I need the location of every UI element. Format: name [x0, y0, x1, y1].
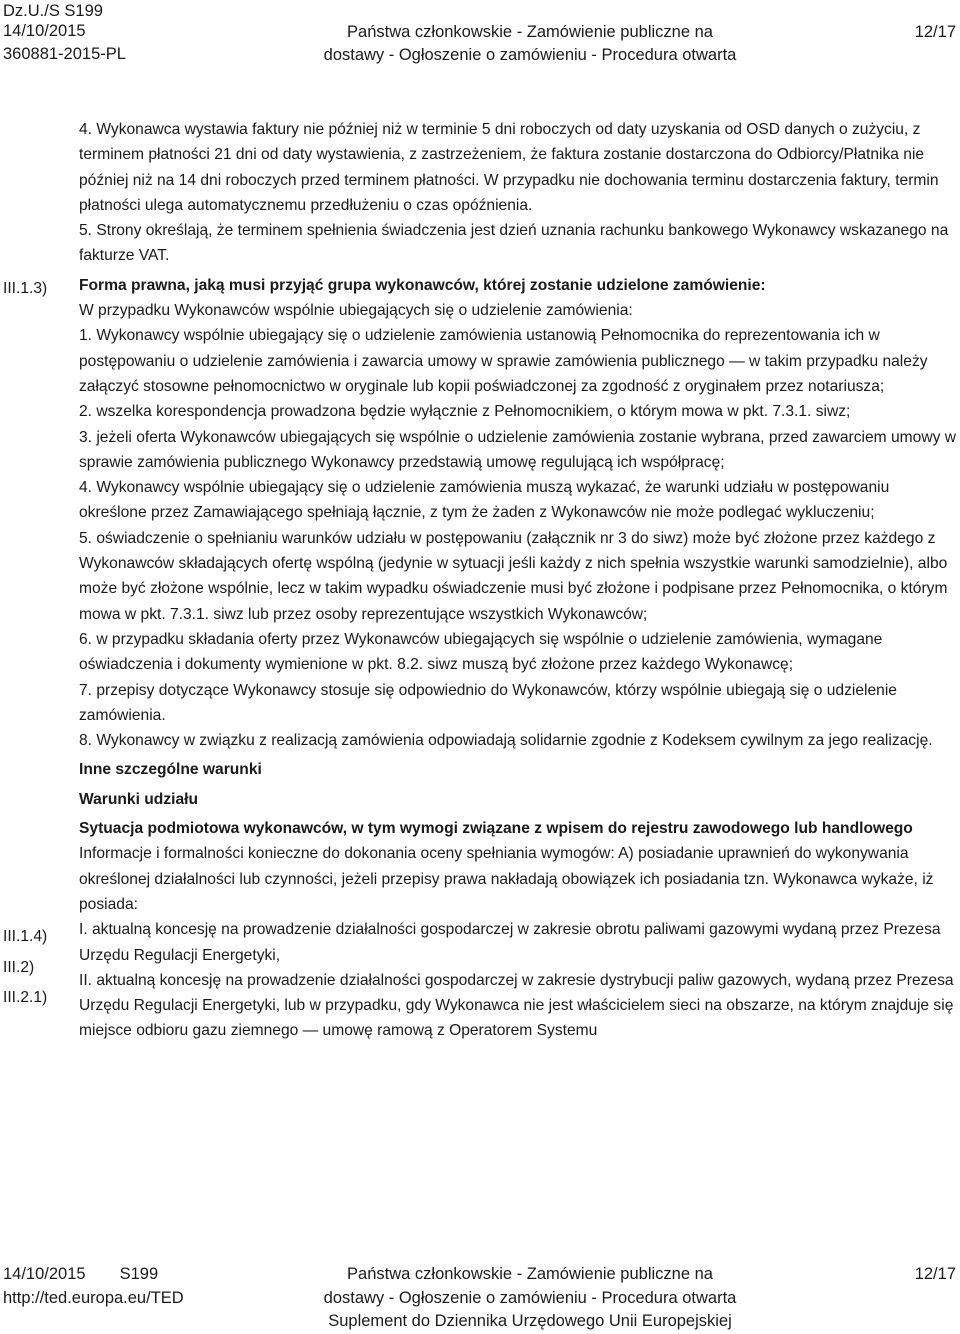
list-item: I. aktualną koncesję na prowadzenie działalności gospodarczej w zakresie obrotu paliwami gazowymi wydaną przez Prezesa Urzędu Regulacji Energetyki, — [79, 921, 941, 964]
footer-title-line-2: dostawy - Ogłoszenie o zamówieniu - Procedura otwarta — [323, 1288, 737, 1307]
list-item: 7. przepisy dotyczące Wykonawcy stosuje się odpowiednio do Wykonawców, którzy wspólnie ubiegają się o udzielenie zamówienia. — [79, 681, 897, 724]
list-item: 8. Wykonawcy w związku z realizacją zamówienia odpowiadają solidarnie zgodnie z Kodeksem cywilnym za jego realizację. — [79, 732, 933, 750]
paragraph-payment-date: 5. Strony określają, że terminem spełnienia świadczenia jest dzień uznania rachunku bankowego Wykonawcy wskazanego na fakturze VAT. — [79, 222, 949, 265]
header-meta — [3, 0, 126, 65]
list-item: 4. Wykonawcy wspólnie ubiegający się o udzielenie zamówienia muszą wykazać, że warunki udziału w postępowaniu określone przez Zamawiającego spełniają łącznie, z tym że żaden z Wykonawców nie może podlegać wykluczeniu; — [79, 479, 890, 522]
document-body — [79, 117, 957, 1044]
list-item: 6. w przypadku składania oferty przez Wykonawców ubiegających się wspólnie o udzielenie zamówienia, wymagane oświadczenia i dokumenty wymienione w pkt. 8.2. siwz muszą być złożone przez każdego Wykonawcę; — [79, 630, 883, 674]
section-title-participation-conditions: Warunki udziału — [79, 790, 198, 808]
header-title — [270, 21, 790, 66]
header-page-number: 12/17 — [914, 23, 956, 41]
footer-supplement: Suplement do Dziennika Urzędowego Unii Europejskiej — [328, 1312, 732, 1330]
section-label-iii-1-3: III.1.3) — [3, 280, 48, 297]
footer-meta — [3, 1263, 184, 1310]
footer-title-line-1: Państwa członkowskie - Zamówienie publiczne na — [347, 1265, 713, 1283]
header-notice-number: 360881-2015-PL — [3, 44, 126, 63]
section-title-legal-form: Forma prawna, jaką musi przyjąć grupa wykonawców, której zostanie udzielone zamówienie: — [79, 276, 766, 294]
footer-page-number: 12/17 — [914, 1265, 956, 1283]
header-journal-ref: Dz.U./S S199 — [3, 2, 103, 20]
list-item: 5. oświadczenie o spełnianiu warunków udziału w postępowaniu (załącznik nr 3 do siwz) może być złożone przez każdego z Wykonawców składających ofertę wspólną (jedynie w sytuacji jeśli każdy z nich spełnia wszystkie warunki samodzielnie), albo może być złożone wspólnie, lecz w takim wypadku oświadczenie musi być złożone i podpisane przez Pełnomocnika, o którym mowa w pkt. 7.3.1. siwz lub przez osoby reprezentujące wszystkich Wykonawców; — [79, 529, 948, 623]
list-item: 2. wszelka korespondencja prowadzona będzie wyłącznie z Pełnomocnikiem, o którym mowa w pkt. 7.3.1. siwz; — [79, 403, 851, 421]
section-title-other-conditions: Inne szczególne warunki — [79, 761, 262, 779]
header-date: 14/10/2015 — [3, 22, 86, 40]
footer-issue: S199 — [119, 1265, 159, 1283]
list-item: 1. Wykonawcy wspólnie ubiegający się o udzielenie zamówienia ustanowią Pełnomocnika do reprezentowania ich w postępowaniu o udzielenie zamówienia i zawarcia umowy w sprawie zamówienia publicznego — w takim przypadku należy załączyć stosowne pełnomocnictwo w oryginale lub kopii poświadczonej za zgodność z oryginałem przez notariusza; — [79, 327, 928, 395]
paragraph-invoicing: 4. Wykonawca wystawia faktury nie później niż w terminie 5 dni roboczych od daty uzyskania od OSD danych o zużyciu, z terminem płatności 21 dni od daty wystawienia, z zastrzeżeniem, że faktura zostanie dostarczona do Odbiorcy/Płatnika nie później niż na 14 dni roboczych przed terminem płatności. W przypadku nie dochowania terminu dostarczenia faktury, termin płatności ulega automatycznemu przedłużeniu o czas opóźnienia. — [79, 121, 939, 214]
section-intro-personal-situation: Informacje i formalności konieczne do dokonania oceny spełniania wymogów: A) posiadanie uprawnień do wykonywania określonej działalności lub czynności, jeżeli przepisy prawa nakładają obowiązek ich posiadania tzn. Wykonawca wykaże, iż posiada: — [79, 845, 934, 913]
footer-url-link[interactable]: http://ted.europa.eu/TED — [3, 1288, 184, 1307]
header-title-line-2: dostawy - Ogłoszenie o zamówieniu - Procedura otwarta — [323, 45, 737, 64]
section-label-iii-2: III.2) — [3, 959, 35, 976]
section-label-iii-2-1: III.2.1) — [3, 989, 48, 1006]
footer-title — [270, 1263, 790, 1334]
page-footer — [0, 1263, 960, 1334]
list-item: 3. jeżeli oferta Wykonawców ubiegających się wspólnie o udzielenie zamówienia zostanie wybrana, przed zawarciem umowy w sprawie zamówienia publicznego Wykonawcy przedstawią umowę regulującą ich współpracę; — [79, 428, 956, 471]
section-intro-legal-form: W przypadku Wykonawców wspólnie ubiegających się o udzielenie zamówienia: — [79, 302, 633, 320]
footer-date-issue — [3, 1263, 184, 1287]
footer-date: 14/10/2015 — [3, 1265, 86, 1283]
header-title-line-1: Państwa członkowskie - Zamówienie publiczne na — [347, 23, 713, 41]
page-header — [0, 0, 960, 80]
list-item: II. aktualną koncesję na prowadzenie działalności gospodarczej w zakresie dystrybucji paliw gazowych, wydaną przez Prezesa Urzędu Regulacji Energetyki, lub w przypadku, gdy Wykonawca nie jest właścicielem sieci na obszarze, na którym znajduje się miejsce odbioru gazu ziemnego — umowę ramową z Operatorem Systemu — [79, 971, 954, 1040]
section-label-iii-1-4: III.1.4) — [3, 928, 48, 945]
section-title-personal-situation: Sytuacja podmiotowa wykonawców, w tym wymogi związane z wpisem do rejestru zawodowego lub handlowego — [79, 820, 913, 838]
